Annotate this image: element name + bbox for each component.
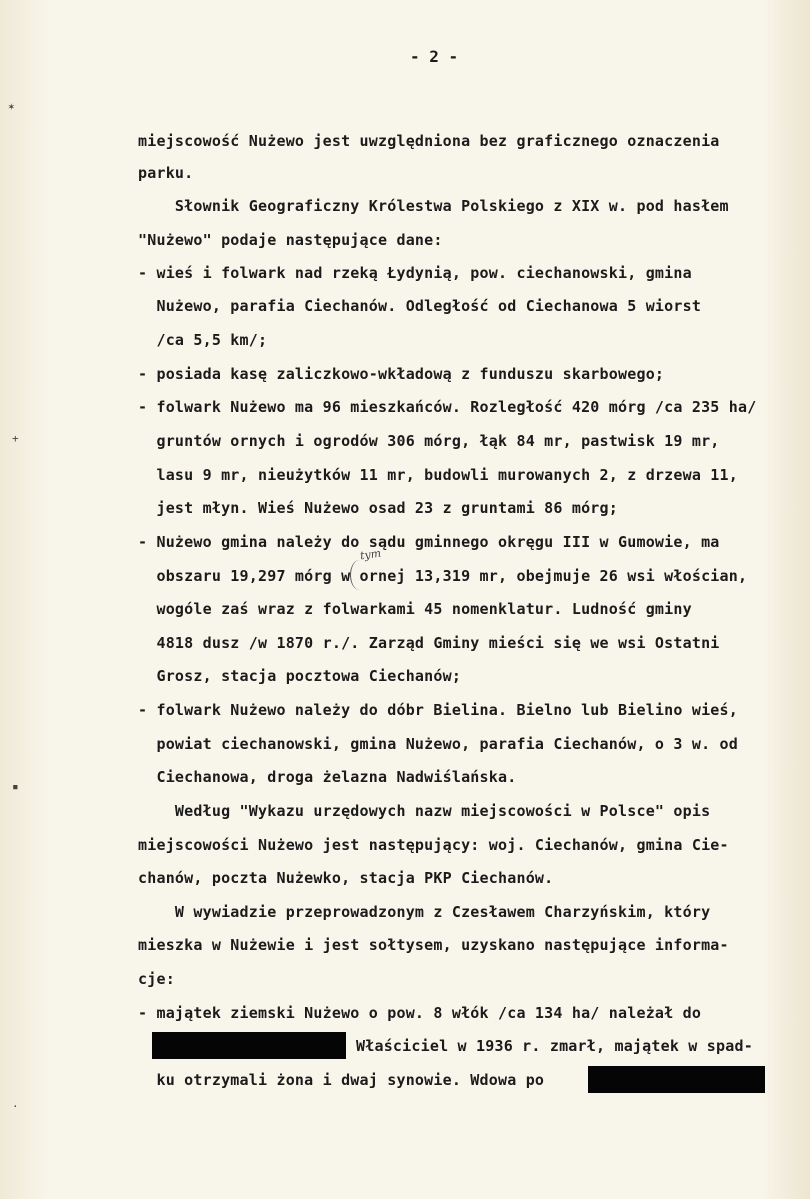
text-line: W wywiadzie przeprowadzonym z Czesławem Charzyńskim, który [138, 903, 711, 921]
text-line: miejscowości Nużewo jest następujący: woj. Ciechanów, gmina Cie- [138, 836, 729, 854]
text-line: Słownik Geograficzny Królestwa Polskiego z XIX w. pod hasłem [138, 197, 729, 215]
text-line: - majątek ziemski Nużewo o pow. 8 włók /ca 134 ha/ należał do [138, 1004, 702, 1022]
text-line: wogóle zaś wraz z folwarkami 45 nomenklatur. Ludność gminy [138, 600, 692, 618]
handwritten-insertion-mark [350, 560, 369, 590]
text-line: mieszka w Nużewie i jest sołtysem, uzyskano następujące informa- [138, 936, 729, 954]
text-line: ku otrzymali żona i dwaj synowie. Wdowa po [138, 1071, 545, 1089]
text-line: Ciechanowa, droga żelazna Nadwiślańska. [138, 768, 517, 786]
redaction-bar [152, 1032, 346, 1059]
text-line: parku. [138, 164, 194, 182]
text-line: Grosz, stacja pocztowa Ciechanów; [138, 667, 462, 685]
text-line: powiat ciechanowski, gmina Nużewo, parafia Ciechanów, o 3 w. od [138, 735, 738, 753]
handwritten-correction: tym [359, 546, 382, 563]
redaction-bar [588, 1066, 765, 1093]
text-line: - folwark Nużewo ma 96 mieszkańców. Rozległość 420 mórg /ca 235 ha/ [138, 398, 757, 416]
margin-mark: ▪ [12, 780, 19, 793]
text-line: /ca 5,5 km/; [138, 331, 268, 349]
text-line: obszaru 19,297 mórg w ornej 13,319 mr, obejmuje 26 wsi włościan, [138, 567, 748, 585]
margin-mark: ✶ [8, 100, 15, 113]
margin-mark: · [12, 1100, 19, 1113]
text-line: - posiada kasę zaliczkowo-wkładową z funduszu skarbowego; [138, 365, 665, 383]
text-line: cje: [138, 970, 175, 988]
text-line: Nużewo, parafia Ciechanów. Odległość od Ciechanowa 5 wiorst [138, 297, 702, 315]
text-line: "Nużewo" podaje następujące dane: [138, 231, 443, 249]
page-number: - 2 - [410, 47, 459, 66]
text-line: jest młyn. Wieś Nużewo osad 23 z gruntami 86 mórg; [138, 499, 618, 517]
text-line: lasu 9 mr, nieużytków 11 mr, budowli murowanych 2, z drzewa 11, [138, 466, 738, 484]
text-line: Właściciel w 1936 r. zmarł, majątek w spad- [356, 1037, 753, 1055]
margin-mark: + [12, 432, 19, 445]
text-line: Według "Wykazu urzędowych nazw miejscowości w Polsce" opis [138, 802, 711, 820]
text-line: gruntów ornych i ogrodów 306 mórg, łąk 84 mr, pastwisk 19 mr, [138, 432, 720, 450]
text-line: miejscowość Nużewo jest uwzględniona bez graficznego oznaczenia [138, 132, 720, 150]
text-line: - Nużewo gmina należy do sądu gminnego okręgu III w Gumowie, ma [138, 533, 720, 551]
text-line: 4818 dusz /w 1870 r./. Zarząd Gminy mieści się we wsi Ostatni [138, 634, 720, 652]
text-line: - folwark Nużewo należy do dóbr Bielina. Bielno lub Bielino wieś, [138, 701, 738, 719]
text-line: - wieś i folwark nad rzeką Łydynią, pow. ciechanowski, gmina [138, 264, 692, 282]
text-line: chanów, poczta Nużewko, stacja PKP Ciechanów. [138, 869, 554, 887]
